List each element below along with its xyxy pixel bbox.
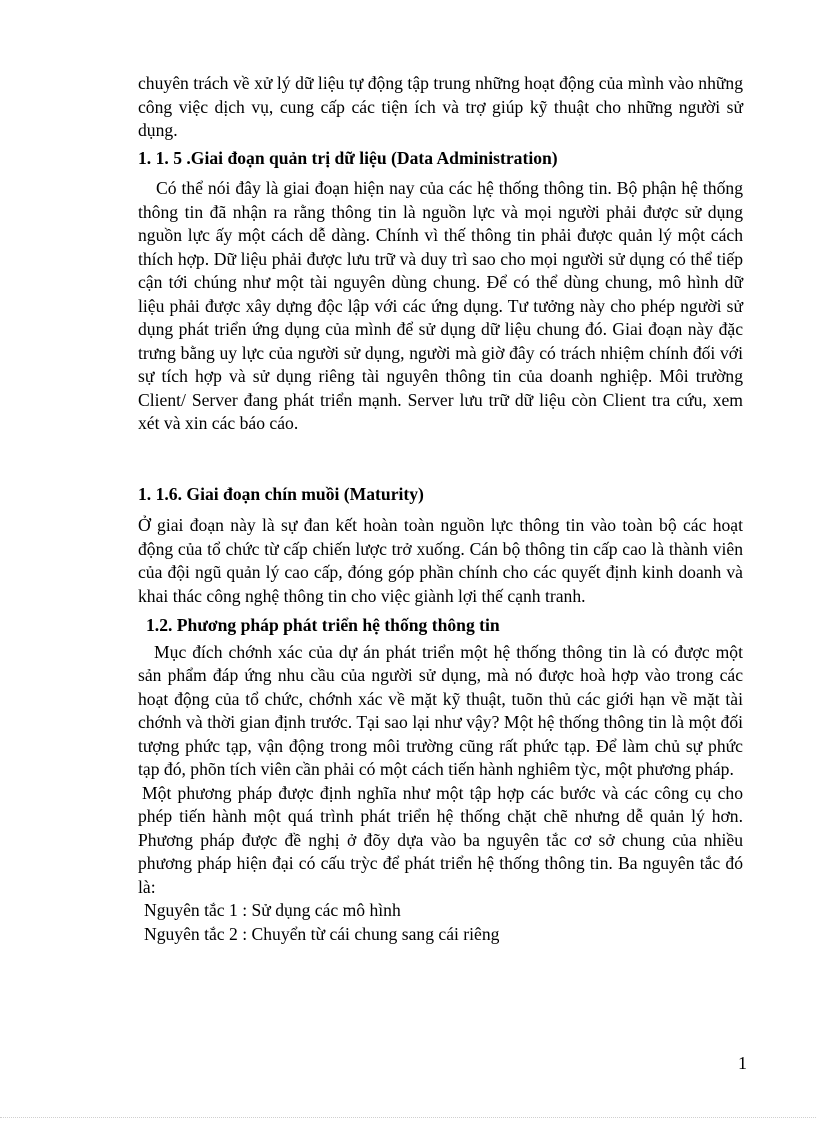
page-body — [138, 72, 743, 946]
heading-1-1-5: 1. 1. 5 .Giai đoạn quản trị dữ liệu (Data Administration) — [138, 147, 558, 168]
paragraph-1-1-6: Ở giai đoạn này là sự đan kết hoàn toàn nguồn lực thông tin vào toàn bộ các hoạt động của tổ chức từ cấp chiến lược trở xuống. Cán bộ thông tin cấp cao là thành viên của đội ngũ quản lý cao cấp, đóng góp phần chính cho các quyết định kinh doanh và khai thác công nghệ thông tin cho việc giành lợi thế cạnh tranh. — [138, 515, 743, 606]
principle-1: Nguyên tắc 1 : Sử dụng các mô hình — [144, 900, 401, 920]
principle-2: Nguyên tắc 2 : Chuyển từ cái chung sang cái riêng — [144, 923, 500, 944]
heading-1-1-6: 1. 1.6. Giai đoạn chín muồi (Maturity) — [138, 483, 424, 504]
page-bottom-divider — [0, 1117, 816, 1118]
paragraph-1-1-5: Có thể nói đây là giai đoạn hiện nay của các hệ thống thông tin. Bộ phận hệ thống thông tin đã nhận ra rằng thông tin là nguồn lực và mọi người phải được sử dụng nguồn lực ấy một cách dễ dàng. Chính vì thế thông tin phải được quản lý một cách thích hợp. Dữ liệu phải được lưu trữ và duy trì sao cho mọi người sử dụng có thể tiếp cận tới chúng như một tài nguyên dùng chung. Để có thể dùng chung, mô hình dữ liệu phải được xây dựng độc lập với các ứng dụng. Tư tưởng này cho phép người sử dụng phát triển ứng dụng của mình để sử dụng dữ liệu chung đó. Giai đoạn này đặc trưng bằng uy lực của người sử dụng, người mà giờ đây có trách nhiệm chính đối với sự tích hợp và sử dụng riêng tài nguyên thông tin của doanh nghiệp. Môi trường Client/ Server đang phát triển mạnh. Server lưu trữ dữ liệu còn Client tra cứu, xem xét và xin các báo cáo. — [138, 178, 743, 433]
paragraph-1-2-a: Mục đích chớnh xác của dự án phát triển một hệ thống thông tin là có được một sản phẩm đáp ứng nhu cầu của người sử dụng, mà nó được hoà hợp vào trong các hoạt động của tổ chức, chớnh xác về mặt kỹ thuật, tuõn thủ các giới hạn về mặt tài chớnh và thời gian định trước. Tại sao lại như vậy? Một hệ thống thông tin là một đối tượng phức tạp, vận động trong môi trường cũng rất phức tạp. Để làm chủ sự phức tạp đó, phõn tích viên cần phải có một cách tiến hành nghiêm tỳc, một phương pháp. — [138, 641, 743, 779]
spacer — [138, 436, 743, 483]
paragraph-1-2-b: Một phương pháp được định nghĩa như một tập hợp các bước và các công cụ cho phép tiến hành một quá trình phát triển hệ thống chặt chẽ nhưng dễ quản lý hơn. Phương pháp được đề nghị ở đõy dựa vào ba nguyên tắc cơ sở chung của nhiều phương pháp hiện đại có cấu trỳc để phát triển hệ thống thông tin. Ba nguyên tắc đó là: — [138, 782, 743, 897]
page-number: 1 — [738, 1053, 747, 1073]
heading-1-2: 1.2. Phương pháp phát triển hệ thống thông tin — [146, 615, 500, 635]
intro-paragraph: chuyên trách về xử lý dữ liệu tự động tập trung những hoạt động của mình vào những công việc dịch vụ, cung cấp các tiện ích và trợ giúp kỹ thuật cho những người sử dụng. — [138, 73, 743, 140]
